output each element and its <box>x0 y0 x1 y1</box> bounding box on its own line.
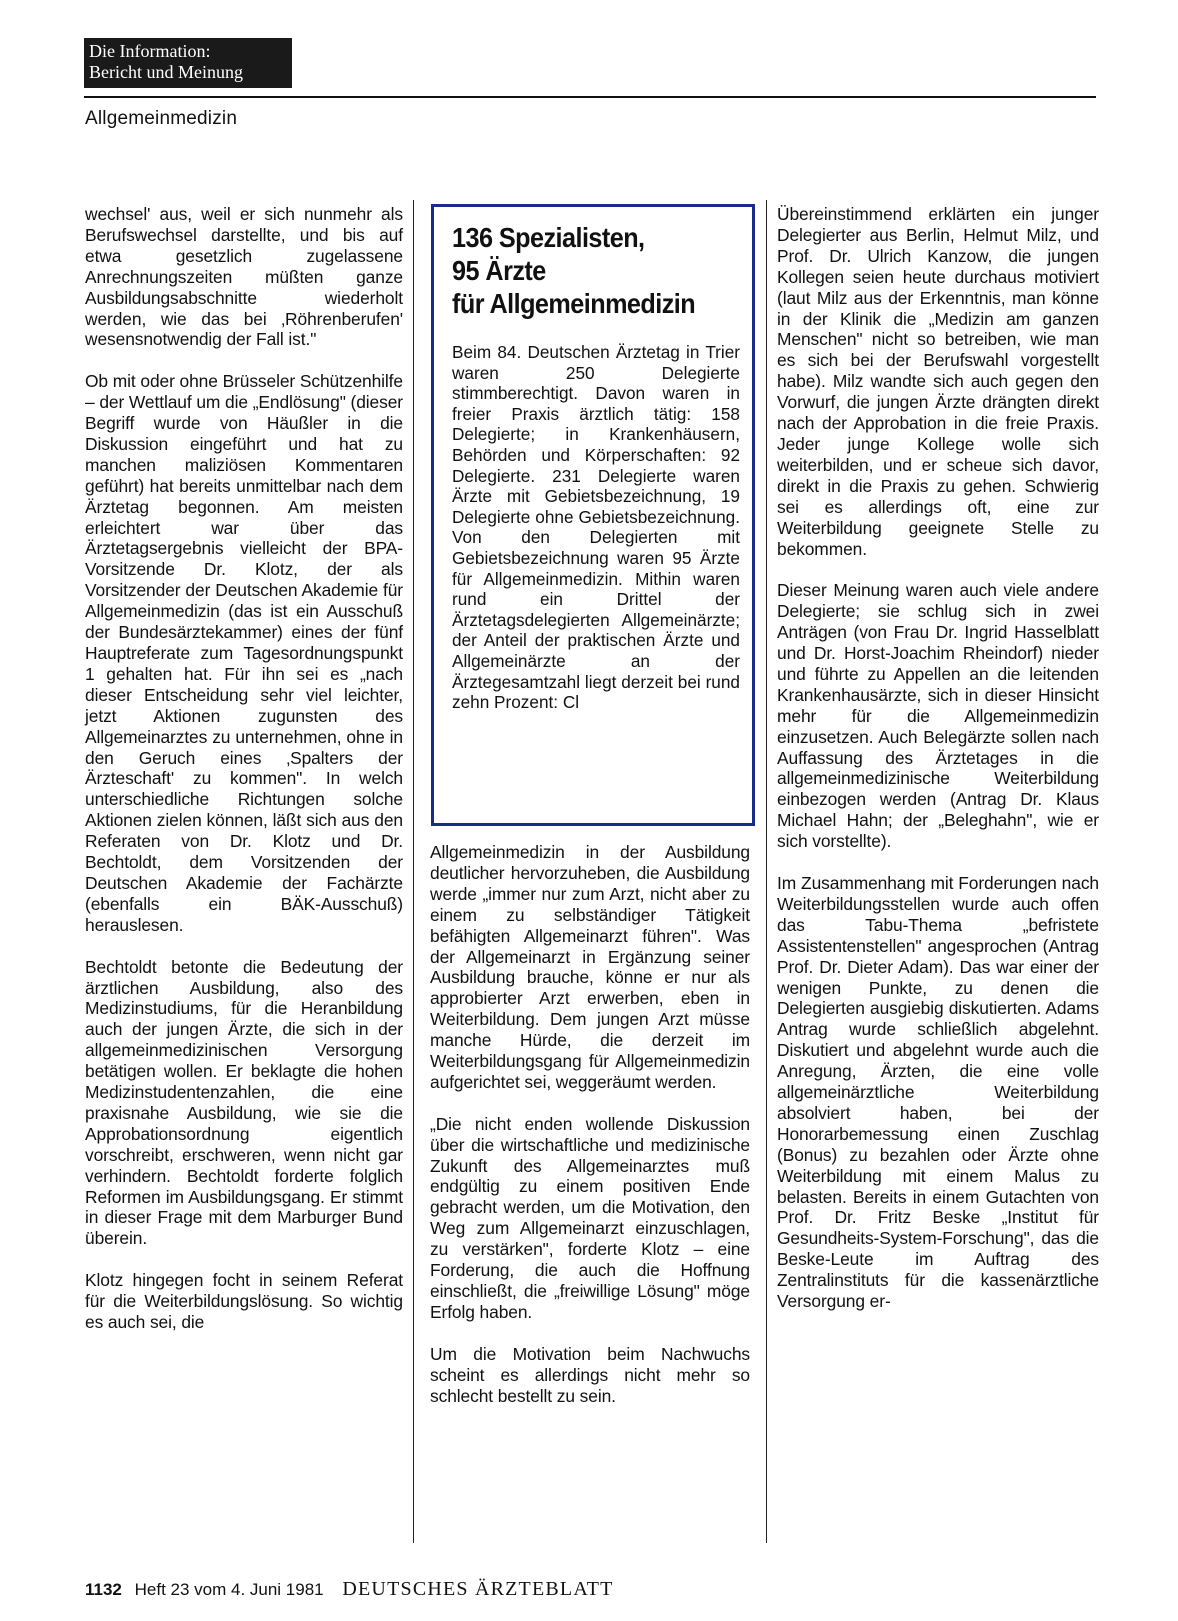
masthead-badge <box>84 38 292 88</box>
page-number: 1132 <box>85 1580 122 1599</box>
info-box-title <box>452 221 711 320</box>
info-box-title-line: 136 Spezialisten, <box>452 222 645 253</box>
paragraph: Dieser Meinung waren auch viele andere Delegierte; sie schlug sich in zwei Anträgen (von Frau Dr. Ingrid Hasselblatt und Dr. Horst-Joachim Rheindorf) nieder und führte zu Appellen an die leitenden Krankenhausärzte, sich in dieser Hinsicht mehr für die Allgemeinmedizin einzusetzen. Auch Belegärzte sollen nach Auffassung des Ärztetages in die allgemeinmedizinische Weiterbildung einbezogen werden (Antrag Dr. Klaus Michael Hahn; der „Beleghahn", wie er sich vorstellte). <box>777 580 1099 852</box>
info-box <box>431 204 755 826</box>
paragraph: Im Zusammenhang mit Forderungen nach Weiterbildungsstellen wurde auch offen das Tabu-Thema „befristete Assistentenstellen" angesprochen (Antrag Prof. Dr. Dieter Adam). Das war einer der wenigen Punkte, zu denen die Delegierten ausgiebig diskutierten. Adams Antrag wurde schließlich abgelehnt. Diskutiert und abgelehnt wurde auch die Anregung, Ärzten, die eine volle allgemeinärztliche Weiterbildung absolviert haben, bei der Honorarbemessung einen Zuschlag (Bonus) zu bezahlen oder Ärzte ohne Weiterbildung mit einem Malus zu belasten. Bereits in einem Gutachten von Prof. Dr. Fritz Beske „Institut für Gesundheits-System-Forschung", das die Beske-Leute im Auftrag des Zentralinstituts für die kassenärztliche Versorgung er- <box>777 872 1099 1312</box>
column-left <box>85 204 403 1333</box>
paragraph: Allgemeinmedizin in der Ausbildung deutlicher hervorzuheben, die Ausbildung werde „immer nur zum Arzt, nicht aber zu einem zu selbständiger Tätigkeit befähigten Allgemeinarzt führen". Was der Allgemeinarzt in Ergänzung seiner Ausbildung brauche, könne er nur als approbierter Arzt erwerben, eben in Weiterbildung. Dem jungen Arzt müsse manche Hürde, die derzeit im Weiterbildungsgang für Allgemeinmedizin aufgerichtet sei, weggeräumt werden. <box>430 842 750 1092</box>
publication-name: DEUTSCHES ÄRZTEBLATT <box>342 1578 614 1600</box>
column-divider <box>766 200 767 1543</box>
column-divider <box>413 200 414 1543</box>
paragraph: Übereinstimmend erklärten ein junger Delegierter aus Berlin, Helmut Milz, und Prof. Dr. Ulrich Kanzow, die jungen Kollegen seien heute durchaus motiviert (laut Milz aus der Erkenntnis, man könne in der Klinik die „Medizin am ganzen Menschen" nicht so betreiben, wie man es sich bei der Berufswahl vorgestellt habe). Milz wandte sich auch gegen den Vorwurf, die jungen Ärzte drängten direkt nach der Approbation in die freie Praxis. Jeder junge Kollege wolle sich weiterbilden, und er scheue sich davor, direkt in die Praxis zu gehen. Schwierig sei es allerdings oft, eine zur Weiterbildung geeignete Stelle zu bekommen. <box>777 204 1099 559</box>
info-box-title-line: für Allgemeinmedizin <box>452 288 696 319</box>
paragraph: Bechtoldt betonte die Bedeutung der ärztlichen Ausbildung, also des Medizinstudiums, für die Heranbildung auch der jungen Ärzte, die sich in der allgemeinmedizinischen Versorgung betätigen wollen. Er beklagte die hohen Medizinstudentenzahlen, die eine praxisnahe Ausbildung, wie sie die Approbationsordnung eigentlich vorschreibt, erschweren, wenn nicht gar verhindern. Bechtoldt forderte folglich Reformen im Ausbildungsgang. Er stimmt in dieser Frage mit dem Marburger Bund überein. <box>85 956 403 1249</box>
header-rule <box>84 96 1096 98</box>
info-box-text: Beim 84. Deutschen Ärztetag in Trier waren 250 Delegierte stimmberechtigt. Davon waren in freier Praxis ärztlich tätig: 158 Delegierte; in Krankenhäusern, Behörden und Körperschaften: 92 Delegierte. 231 Delegierte waren Ärzte mit Gebietsbezeichnung, 19 Delegierte ohne Gebietsbezeichnung. Von den Delegierten mit Gebietsbezeichnung waren 95 Ärzte für Allgemeinmedizin. Mithin waren rund ein Drittel der Ärztetagsdelegierten Allgemeinärzte; der Anteil der praktischen Ärzte und Allgemeinärzte an der Ärztegesamtzahl liegt derzeit bei rund zehn Prozent: Cl <box>452 342 740 713</box>
paragraph: Um die Motivation beim Nachwuchs scheint es allerdings nicht mehr so schlecht bestellt zu sein. <box>430 1343 750 1406</box>
issue-info: Heft 23 vom 4. Juni 1981 <box>134 1580 324 1599</box>
paragraph: wechsel' aus, weil er sich nunmehr als Berufswechsel darstellte, und bis auf etwa gesetzlich zugelassene Anrechnungszeiten müßten ganze Ausbildungsabschnitte wiederholt werden, wie das bei ‚Röhrenberufen' wesensnotwendig der Fall ist." <box>85 204 403 350</box>
column-right <box>777 204 1099 1312</box>
masthead-line-1: Die Information: <box>89 41 211 61</box>
info-box-title-line: 95 Ärzte <box>452 255 546 286</box>
paragraph: Klotz hingegen focht in seinem Referat für die Weiterbildungslösung. So wichtig es auch sei, die <box>85 1270 403 1332</box>
paragraph: Ob mit oder ohne Brüsseler Schützenhilfe – der Wettlauf um die „Endlösung" (dieser Begriff wurde von Häußler in die Diskussion eingeführt und hat zu manchen maliziösen Kommentaren geführt) hat bereits unmittelbar nach dem Ärztetag begonnen. Am meisten erleichtert war über das Ärztetagsergebnis vielleicht der BPA-Vorsitzende Dr. Klotz, der als Vorsitzender der Deutschen Akademie für Allgemeinmedizin (das ist ein Ausschuß der Bundesärztekammer) eines der fünf Hauptreferate zum Tagesordnungspunkt 1 gehalten hat. Für ihn sei es „nach dieser Entscheidung sehr viel leichter, jetzt Aktionen zugunsten des Allgemeinarztes zu unternehmen, ohne in den Geruch eines ‚Spalters der Ärzteschaft' zu kommen". In welch unterschiedliche Richtungen solche Aktionen zielen können, läßt sich aus den Referaten von Dr. Klotz und Dr. Bechtoldt, dem Vorsitzenden der Deutschen Akademie der Fachärzte (ebenfalls ein BÄK-Ausschuß) herauslesen. <box>85 371 403 935</box>
paragraph: „Die nicht enden wollende Diskussion über die wirtschaftliche und medizinische Zukunft des Allgemeinarztes muß endgültig zu einem positiven Ende gebracht werden, um die Motivation, den Weg zum Allgemeinarzt einzuschlagen, zu verstärken", forderte Klotz – eine Forderung, die auch die Hoffnung einschließt, die „freiwillige Lösung" möge Erfolg haben. <box>430 1113 750 1322</box>
section-title: Allgemeinmedizin <box>85 108 238 129</box>
column-middle <box>430 842 750 1406</box>
masthead-line-2: Bericht und Meinung <box>89 62 243 82</box>
page-footer <box>85 1578 614 1601</box>
